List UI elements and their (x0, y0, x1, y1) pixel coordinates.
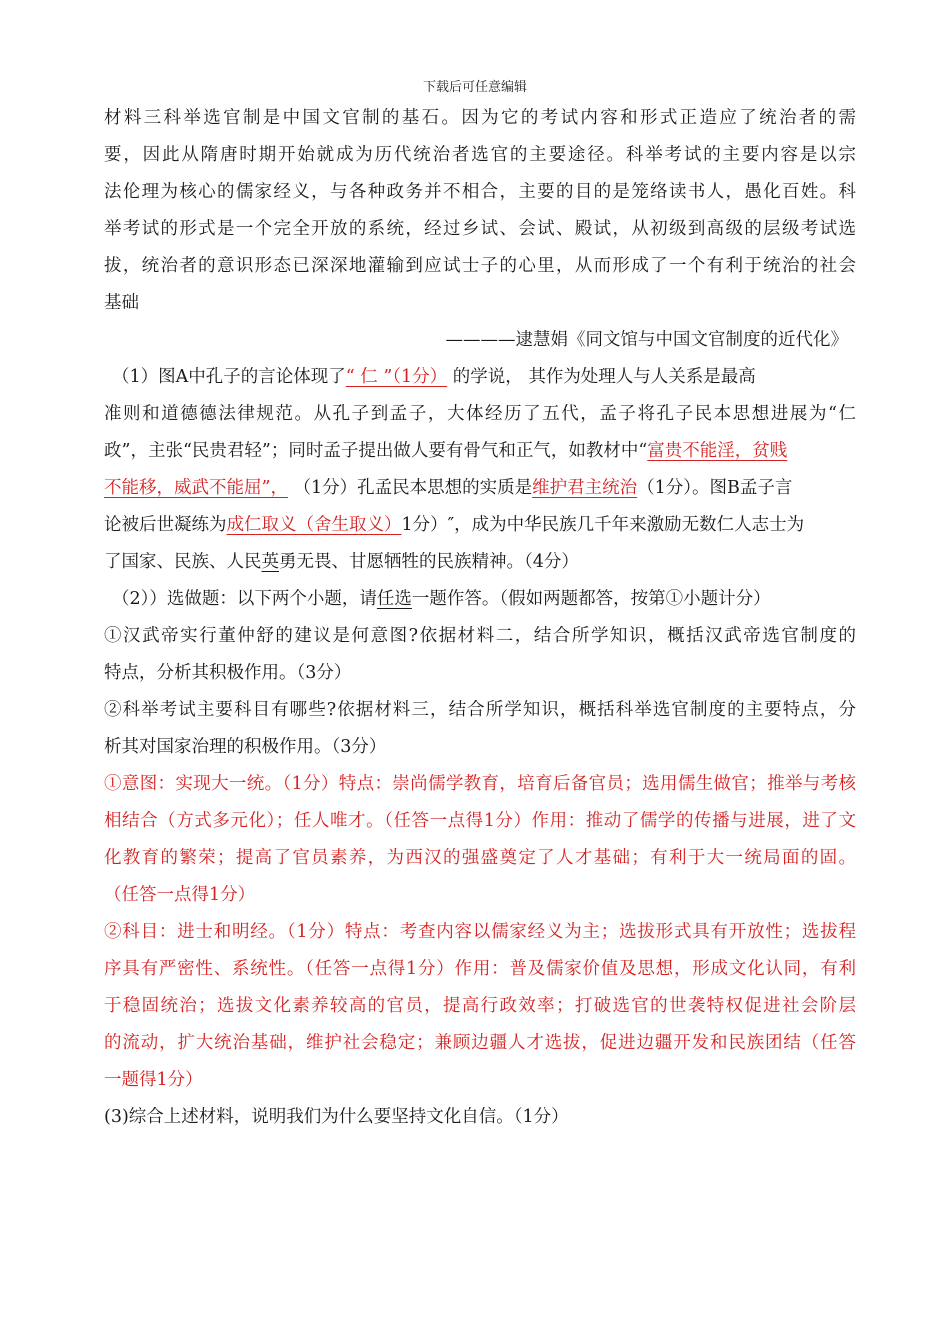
answer-text: 成仁取义（舍生取义） (226, 515, 402, 535)
answer-one (104, 766, 856, 914)
question-line (104, 581, 856, 618)
question-text: 勇无畏、甘愿牺牲的民族精神。（4分） (279, 552, 579, 572)
question-text: 1分）″，成为中华民族几千年来激励无数仁人志士为 (401, 515, 805, 535)
question-three: (3)综合上述材料，说明我们为什么要坚持文化自信。（1分） (104, 1107, 569, 1127)
question-line (104, 507, 856, 544)
paragraph-line: 要，因此从隋唐时期开始就成为历代统治者选官的主要途径。科举考试的主要内容是以宗 (104, 145, 856, 165)
answer-text: 富贵不能淫，贫贱 (647, 441, 788, 461)
question-line (104, 359, 856, 396)
question-line (104, 544, 856, 581)
question-text: （2））选做题：以下两个小题，请 (112, 589, 377, 609)
answer-two (104, 914, 856, 1099)
answer-line: 化教育的繁荣；提高了官员素养，为西汉的强盛奠定了人才基础；有利于大一统局面的固。 (104, 848, 856, 868)
question-line: 准则和道德德法律规范。从孔子到孟子，大体经历了五代，孟子将孔子民本思想进展为“仁 (104, 404, 856, 424)
answer-line: 相结合（方式多元化）；任人唯才。（任答一点得1分）作用：推动了儒学的传播与进展，进了文 (104, 811, 856, 831)
underlined-text: 任选 (376, 589, 412, 609)
answer-line: ②科目：进士和明经。（1分）特点：考查内容以儒家经义为主；选拔形式具有开放性；选拔程 (104, 922, 856, 942)
answer-line: 的流动，扩大统治基础，维护社会稳定；兼顾边疆人才选拔，促进边疆开发和民族团结（任答 (104, 1033, 856, 1053)
material-three (104, 100, 856, 359)
question-text: （1分）。图B孟子言 (637, 478, 793, 498)
question-text: 了国家、民族、人民 (104, 552, 262, 572)
page-header: 下载后可任意编辑 (422, 80, 527, 95)
answer-line: 于稳固统治；选拔文化素养较高的官员，提高行政效率；打破选官的世袭特权促进社会阶层 (104, 996, 856, 1016)
question-two (104, 581, 856, 1099)
question-line (104, 470, 856, 507)
question-one (104, 359, 856, 581)
document-body (104, 100, 856, 1136)
answer-line: 一题得1分） (104, 1070, 203, 1090)
question-text: （1分）孔孟民本思想的实质是 (287, 478, 533, 498)
question-text: 的学说， 其作为处理人与人关系是最高 (447, 367, 756, 387)
underlined-text: 英 (261, 552, 279, 572)
paragraph-line: 拔，统治者的意识形态已深深地灌输到应试士子的心里，从而形成了一个有利于统治的社会 (104, 256, 856, 276)
answer-line: 序具有严密性、系统性。（任答一点得1分）作用：普及儒家价值及思想，形成文化认同，有利 (104, 959, 856, 979)
question-text: 政”，主张“民贵君轻”；同时孟子提出做人要有骨气和正气，如教材中“ (104, 441, 648, 461)
question-text: 论被后世凝练为 (104, 515, 227, 535)
question-line: 析其对国家治理的积极作用。（3分） (104, 737, 387, 757)
answer-text: 不能移，威武不能屈”， (104, 478, 288, 498)
question-text: 一题作答。（假如两题都答，按第①小题计分） (411, 589, 771, 609)
question-line: 特点，分析其积极作用。（3分） (104, 663, 352, 683)
answer-text: 维护君主统治 (532, 478, 638, 498)
answer-line: （任答一点得1分） (104, 885, 256, 905)
question-line: ②科举考试主要科目有哪些?依据材料三，结合所学知识，概括科举选官制度的主要特点，分 (104, 700, 856, 720)
question-text: （1）图A中孔子的言论体现了 (112, 367, 346, 387)
paragraph-line: 材料三科举选官制是中国文官制的基石。因为它的考试内容和形式正造应了统治者的需 (104, 108, 856, 128)
question-line: ①汉武帝实行董仲舒的建议是何意图?依据材料二，结合所学知识，概括汉武帝选官制度的 (104, 626, 856, 646)
paragraph-line: 基础 (104, 293, 139, 313)
source-citation: ————逮慧娟《同文馆与中国文官制度的近代化》 (445, 330, 848, 350)
answer-text: “ 仁 ”（1分） (345, 367, 448, 387)
paragraph-line: 法伦理为核心的儒家经义，与各种政务并不相合，主要的目的是笼络读书人，愚化百姓。科 (104, 182, 856, 202)
answer-line: ①意图：实现大一统。（1分）特点：崇尚儒学教育，培育后备官员；选用儒生做官；推举与考核 (104, 774, 856, 794)
question-line (104, 433, 856, 470)
paragraph-line: 举考试的形式是一个完全开放的系统，经过乡试、会试、殿试，从初级到高级的层级考试选 (104, 219, 856, 239)
